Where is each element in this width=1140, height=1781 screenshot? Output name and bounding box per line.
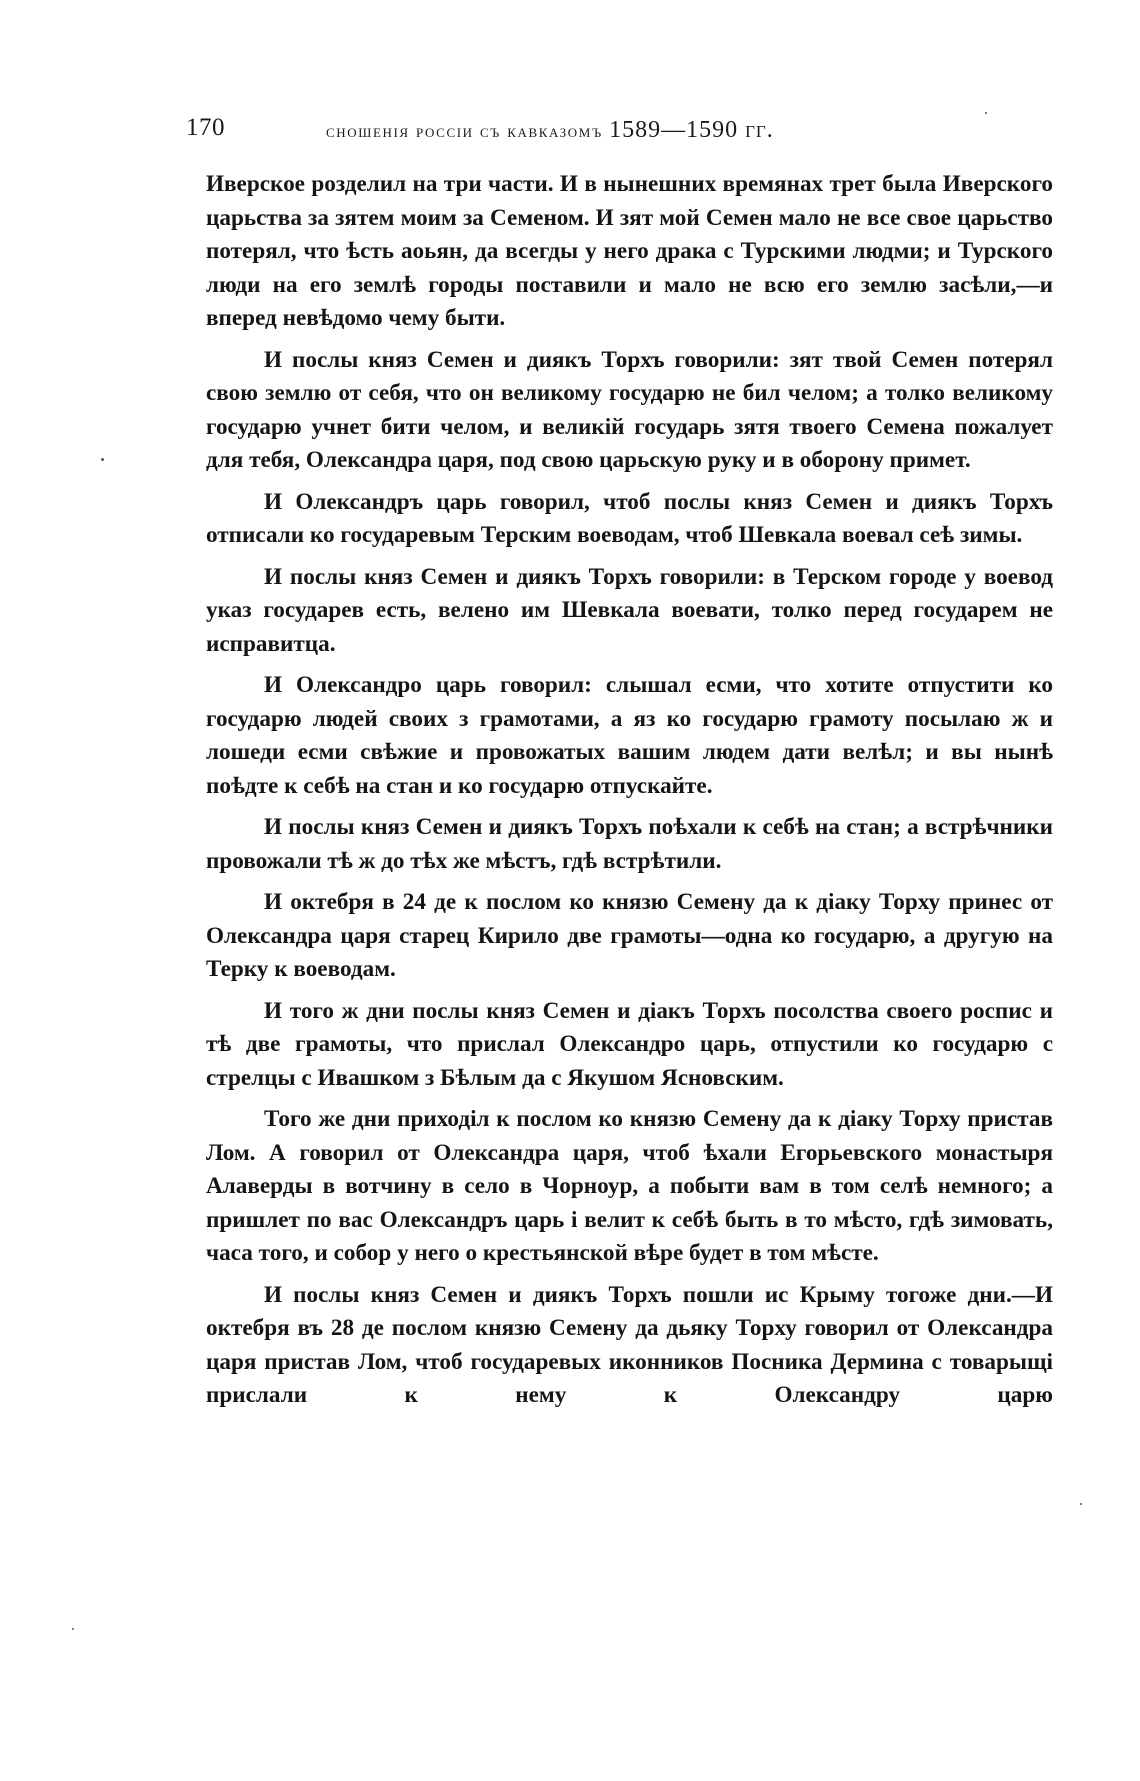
running-head: [186, 114, 946, 154]
scan-speck: [72, 1628, 74, 1630]
paragraph: И послы княз Семен и диякъ Торхъ пошли ис Крыму тогоже дни.—И октебря въ 28 де послом князю Семену да дьяку Торху говорил от Олександра царя пристав Лом, чтоб государевых иконников Посника Дермина с товарыщі прислали к нему к Олександру царю: [206, 1281, 1053, 1408]
scan-speck: [1080, 1503, 1082, 1505]
running-title-text: сношенія россіи съ кавказомъ: [326, 121, 603, 142]
paragraph: Иверское розделил на три части. И в нынешних времянах трет была Иверского царьства за зятем моим за Семеном. И зят мой Семен мало не все свое царьство потерял, что ѣсть аоьян, да всегды у него драка с Турскими людми; и Турского люди на его землѣ городы поставили и мало не всю его землю засѣли,—и вперед невѣдомо чему быти.: [206, 171, 1053, 331]
paragraph: И того ж дни послы княз Семен и діакъ Торхъ посолства своего роспис и тѣ две грамоты, что прислал Олександро царь, отпустили ко государю с стрелцы с Ивашком з Бѣлым да с Якушом Ясновским.: [206, 997, 1053, 1091]
paragraph: И послы княз Семен и диякъ Торхъ говорили: зят твой Семен потерял свою землю от себя, что он великому государю не бил челом; а толко великому государю учнет бити челом, и великій государь зятя твоего Семена пожалует для тебя, Олександра царя, под свою царьскую руку и в оборону примет.: [206, 346, 1053, 473]
paragraph: И послы княз Семен и диякъ Торхъ поѣхали к себѣ на стан; а встрѣчники провожали тѣ ж до тѣх же мѣстъ, гдѣ встрѣтили.: [206, 814, 1053, 874]
paragraph: И Олександро царь говорил: слышал есми, что хотите отпустити ко государю людей своих з грамотами, а яз ко государю грамоту посылаю ж и лошеди есми свѣжие и провожатых вашим людем дати велѣл; и вы нынѣ поѣдте к себѣ на стан и ко государю отпускайте.: [206, 672, 1053, 799]
scan-speck: [985, 112, 987, 114]
running-title: [326, 117, 774, 144]
paragraph: Того же дни приходіл к послом ко князю Семену да к діаку Торху пристав Лом. А говорил от Олександра царя, чтоб ѣхали Егорьевского монастыря Алаверды в вотчину в село в Чорноур, а побыти вам в том селѣ немного; а пришлет по вас Олександръ царь і велит к себѣ быть в то мѣсто, гдѣ зимовать, часа того, и собор у него о крестьянской вѣре будет в том мѣсте.: [206, 1106, 1053, 1266]
body-text: [206, 168, 1053, 1413]
running-years: 1589—1590 гг.: [609, 117, 774, 143]
paragraph: И послы княз Семен и диякъ Торхъ говорили: в Терском городе у воевод указ государев есть, велено им Шевкала воевати, толко перед государем не исправитца.: [206, 563, 1053, 657]
paragraph: И Олександръ царь говорил, чтоб послы княз Семен и диякъ Торхъ отписали ко государевым Терским воеводам, чтоб Шевкала воевал сеѣ зимы.: [206, 488, 1053, 548]
scan-speck: [101, 458, 104, 461]
page-number: 170: [186, 114, 225, 141]
paragraph: И октебря в 24 де к послом ко князю Семену да к діаку Торху принес от Олександра царя старец Кирило две грамоты—одна ко государю, а другую на Терку к воеводам.: [206, 889, 1053, 982]
